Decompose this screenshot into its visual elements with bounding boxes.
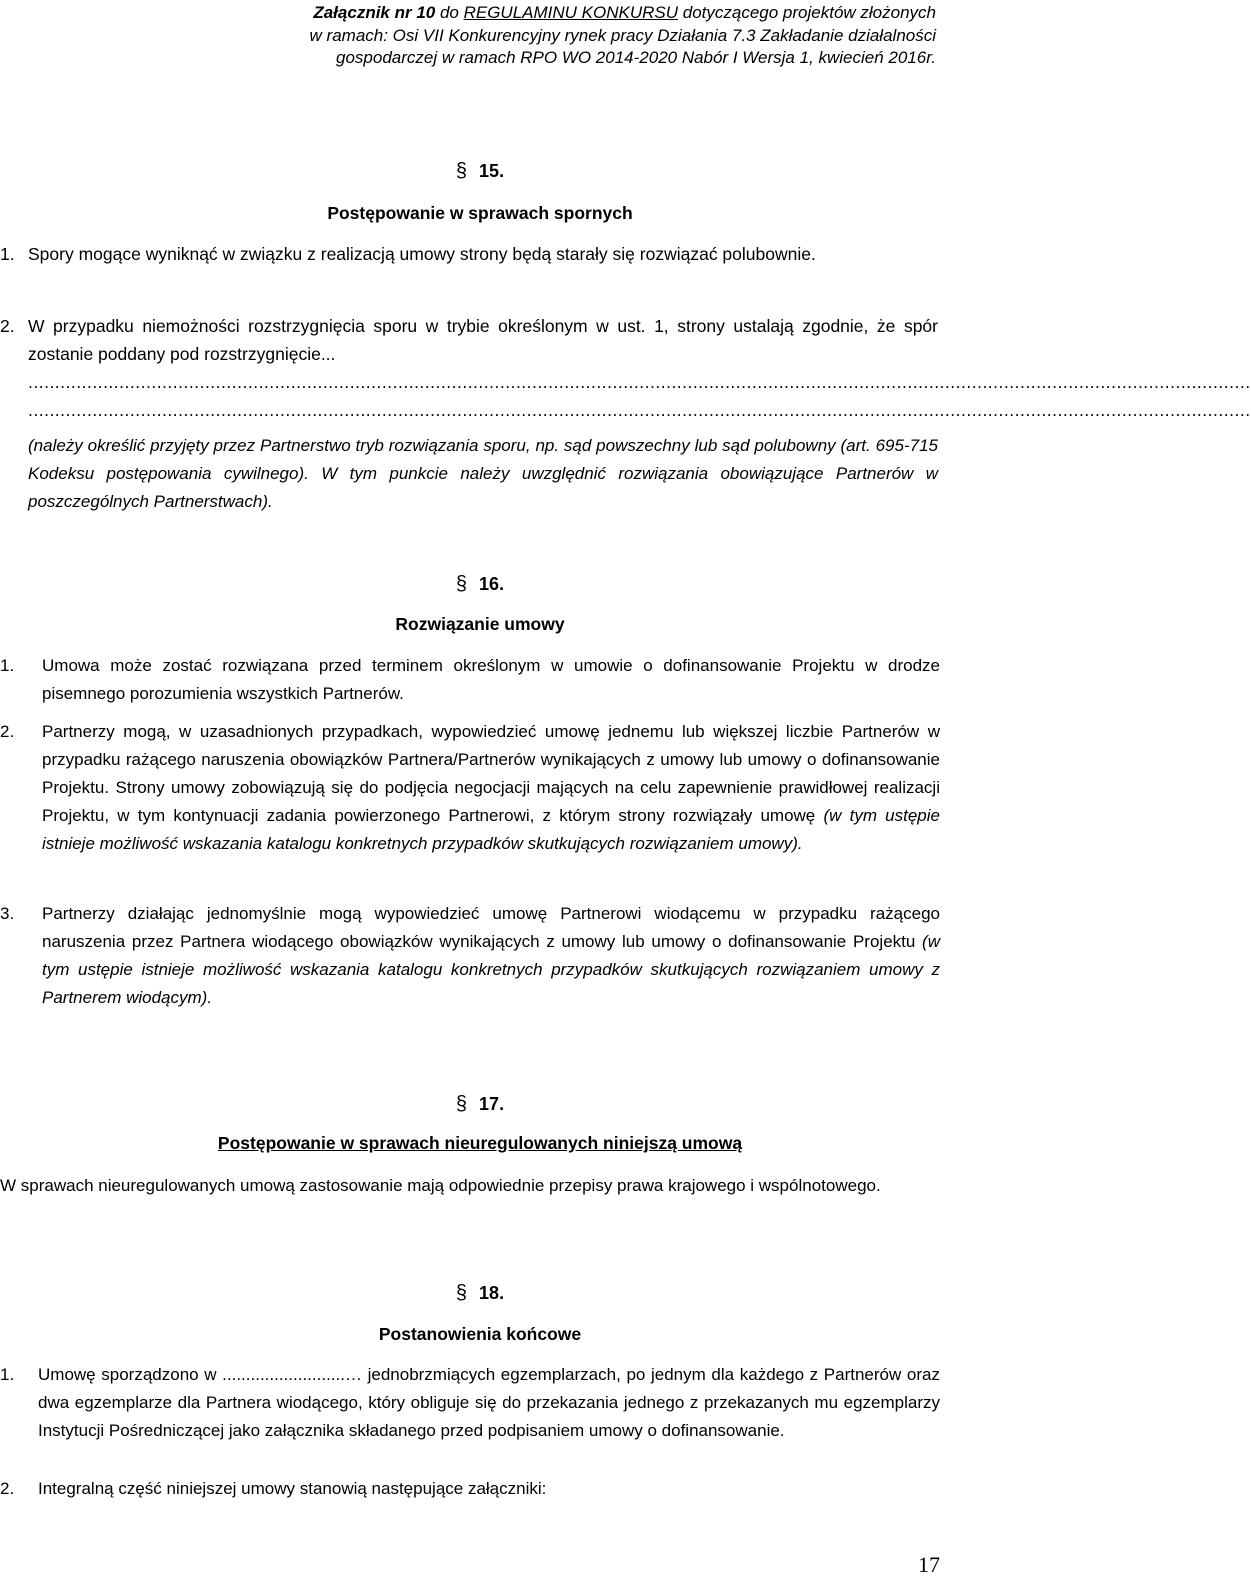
list-item [0,312,1251,424]
section-16-heading [0,573,960,596]
section-17-text: W sprawach nieuregulowanych umową zastosowanie mają odpowiednie przepisy prawa krajowego i wspólnotowego. [0,1176,881,1195]
section-number: 16. [479,574,505,594]
item-text [42,718,940,858]
section-18-heading [0,1282,960,1305]
section-17-title-text: Postępowanie w sprawach nieuregulowanych niniejszą umową [217,1133,743,1153]
instruction-note: (należy określić przyjęty przez Partnerstwo tryb rozwiązania sporu, np. sąd powszechny lub sąd polubowny (art. 695-715 Kodeksu postępowania cywilnego). W tym punkcie należy uwzględnić rozwiązania obowiązujące Partnerów w poszczególnych Partnerstwach). [28,436,938,511]
item-number: 1. [0,244,15,264]
section-15-heading [0,160,960,183]
section-17-title [0,1133,960,1154]
list-item [0,718,940,858]
page-number: 17 [918,1552,940,1577]
section-number: 15. [479,161,505,181]
item-number: 1. [0,656,15,675]
header-line-1-tail: dotyczącego projektów złożonych [678,3,936,22]
section-16-title: Rozwiązanie umowy [395,614,565,634]
section-18-title: Postanowienia końcowe [378,1324,582,1344]
item-text: Integralną część niniejszej umowy stanowią następujące załączniki: [38,1479,547,1498]
list-item [0,1361,940,1445]
paragraph-sign: § [455,1093,468,1115]
item-number: 2. [0,1479,15,1498]
item-text: W przypadku niemożności rozstrzygnięcia sporu w trybie określonym w ust. 1, strony ustalają zgodnie, że spór zostanie poddany pod rozstrzygnięcie... [28,316,938,364]
list-item [0,652,940,708]
header-connector: do [435,3,464,22]
section-15-title: Postępowanie w sprawach spornych [327,203,633,223]
header-line-1 [0,2,936,25]
item-number: 1. [0,1365,15,1384]
regulation-link[interactable]: REGULAMINU KONKURSU [463,3,679,22]
item-text-main: Partnerzy mogą, w uzasadnionych przypadkach, wypowiedzieć umowę jednemu lub większej liczbie Partnerów w przypadku rażącego naruszenia obowiązków Partnera/Partnerów wynikających z umowy lub umowy o dofinansowanie Projektu. Strony umowy zobowiązują się do podjęcia negocjacji mających na celu zapewnienie prawidłowej realizacji Projektu, w tym kontynuacji zadania powierzonego Partnerowi, z którym strony rozwiązały umowę [42,722,940,825]
item-text: Spory mogące wyniknąć w związku z realizacją umowy strony będą starały się rozwiązać polubownie. [28,244,816,264]
list-item [0,900,940,1012]
item-number: 2. [0,722,15,741]
section-17-heading [0,1093,960,1116]
header-line-3: gospodarczej w ramach RPO WO 2014-2020 Nabór I Wersja 1, kwiecień 2016r. [336,48,936,67]
item-text: Umowa może zostać rozwiązana przed terminem określonym w umowie o dofinansowanie Projektu w drodze pisemnego porozumienia wszystkich Partnerów. [42,656,940,703]
fill-in-dots: .................................................................................................................................................................................................................................... [28,400,1251,420]
section-number: 17. [479,1094,505,1114]
item-text: Umowę sporządzono w ..........................… jednobrzmiących egzemplarzach, po jednym dla każdego z Partnerów oraz dwa egzemplarze dla Partnera wiodącego, który obliguje się do przekazania jednego z przekazanych mu egzemplarzy Instytucji Pośredniczącej jako załącznika składanego przed podpisaniem umowy o dofinansowanie. [38,1365,940,1440]
list-item [0,1475,940,1503]
header-line-2: w ramach: Osi VII Konkurencyjny rynek pracy Działania 7.3 Zakładanie działalności [309,25,936,45]
section-number: 18. [479,1283,505,1303]
paragraph-sign: § [455,573,468,595]
paragraph-sign: § [455,1282,468,1304]
item-number: 2. [0,316,15,336]
item-text-italic: (w tym ustępie istnieje możliwość wskazania katalogu konkretnych przypadków skutkujących rozwiązaniem umowy z Partnerem wiodącym). [42,932,940,1007]
document-header [0,2,960,70]
fill-in-dots: .................................................................................................................................................................................................................................... [28,372,1251,392]
item-text [42,900,940,1012]
annex-label: Załącznik nr 10 [313,3,436,22]
item-number: 3. [0,904,15,923]
item-text-italic: (w tym ustępie istnieje możliwość wskazania katalogu konkretnych przypadków skutkujących rozwiązaniem umowy). [42,806,940,853]
paragraph-sign: § [455,160,468,182]
item-text-main: Partnerzy działając jednomyślnie mogą wypowiedzieć umowę Partnerowi wiodącemu w przypadku rażącego naruszenia przez Partnera wiodącego obowiązków wynikających z umowy lub umowy o dofinansowanie Projektu [42,904,940,951]
list-item [0,240,938,268]
